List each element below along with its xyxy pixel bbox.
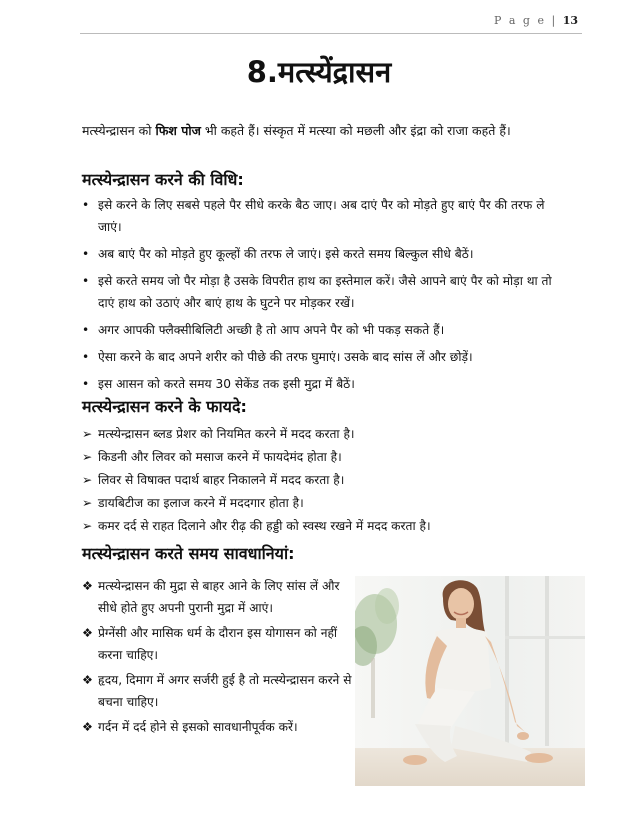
list-item: ❖ हृदय, दिमाग में अगर सर्जरी हुई है तो मत्स्येन्द्रासन करने से बचना चाहिए।	[82, 669, 362, 713]
list-item: • अगर आपकी फ्लैक्सीबिलिटी अच्छी है तो आप अपने पैर को भी पकड़ सकते हैं।	[82, 319, 552, 341]
list-item: ❖ प्रेग्नेंसी और मासिक धर्म के दौरान इस योगासन को नहीं करना चाहिए।	[82, 622, 362, 666]
arrow-bullet-icon: ➢	[82, 519, 93, 533]
list-item: • इसे करने के लिए सबसे पहले पैर सीधे करके बैठ जाए। अब दाएं पैर को मोड़ते हुए बाएं पैर की तरफ ले जाएं।	[82, 194, 552, 238]
method-list	[82, 194, 552, 400]
precautions-heading: मत्स्येन्द्रासन करते समय सावधानियां:	[82, 544, 295, 563]
intro-bold-term: फिश पोज	[155, 123, 201, 138]
page-separator: |	[551, 14, 558, 27]
list-item: • ऐसा करने के बाद अपने शरीर को पीछे की तरफ घुमाएं। उसके बाद सांस लें और छोड़ें।	[82, 346, 552, 368]
list-item: • इस आसन को करते समय 30 सेकेंड तक इसी मुद्रा में बैठें।	[82, 373, 552, 395]
header-rule	[80, 33, 582, 34]
arrow-bullet-icon: ➢	[82, 496, 93, 510]
bullet-icon: •	[82, 350, 90, 364]
benefits-heading: मत्स्येन्द्रासन करने के फायदे:	[82, 397, 247, 416]
page-number: 13	[562, 14, 578, 27]
bullet-icon: •	[82, 198, 90, 212]
list-item: ➢ डायबिटीज का इलाज करने में मददगार होता है।	[82, 492, 552, 514]
page-label: P a g e	[493, 14, 546, 27]
yoga-pose-photo	[355, 576, 585, 786]
diamond-bullet-icon: ❖	[82, 626, 93, 640]
arrow-bullet-icon: ➢	[82, 427, 93, 441]
list-item: • अब बाएं पैर को मोड़ते हुए कूल्हों की तरफ ले जाएं। इसे करते समय बिल्कुल सीधे बैठें।	[82, 243, 552, 265]
list-item: ❖ मत्स्येन्द्रासन की मुद्रा से बाहर आने के लिए सांस लें और सीधे होते हुए अपनी पुरानी मुद्रा में आएं।	[82, 575, 362, 619]
arrow-bullet-icon: ➢	[82, 450, 93, 464]
bullet-icon: •	[82, 323, 90, 337]
intro-paragraph	[82, 118, 552, 144]
intro-text-before: मत्स्येन्द्रासन को	[82, 123, 156, 138]
precautions-list	[82, 575, 362, 741]
intro-text-after: भी कहते हैं। संस्कृत में मत्स्या को मछली और इंद्रा को राजा कहते हैं।	[200, 123, 511, 138]
diamond-bullet-icon: ❖	[82, 720, 93, 734]
bullet-icon: •	[82, 377, 90, 391]
list-item: ➢ कमर दर्द से राहत दिलाने और रीढ़ की हड्डी को स्वस्थ रखने में मदद करता है।	[82, 515, 552, 537]
yoga-pose-illustration	[355, 576, 585, 786]
diamond-bullet-icon: ❖	[82, 579, 93, 593]
method-heading: मत्स्येन्द्रासन करने की विधि:	[82, 170, 244, 189]
page-title: 8.मत्स्येंद्रासन	[246, 55, 392, 89]
diamond-bullet-icon: ❖	[82, 673, 93, 687]
list-item: ➢ लिवर से विषाक्त पदार्थ बाहर निकालने में मदद करता है।	[82, 469, 552, 491]
list-item: ➢ मत्स्येन्द्रासन ब्लड प्रेशर को नियमित करने में मदद करता है।	[82, 423, 552, 445]
bullet-icon: •	[82, 274, 90, 288]
list-item: • इसे करते समय जो पैर मोड़ा है उसके विपरीत हाथ का इस्तेमाल करें। जैसे आपने बाएं पैर को मोड़ा था तो दाएं हाथ को उठाएं और बाएं हाथ के घुटने पर मोड़कर रखें।	[82, 270, 552, 314]
page-header	[494, 14, 578, 27]
bullet-icon: •	[82, 247, 90, 261]
list-item: ➢ किडनी और लिवर को मसाज करने में फायदेमंद होता है।	[82, 446, 552, 468]
list-item: ❖ गर्दन में दर्द होने से इसको सावधानीपूर्वक करें।	[82, 716, 362, 738]
arrow-bullet-icon: ➢	[82, 473, 93, 487]
benefits-list	[82, 423, 552, 538]
